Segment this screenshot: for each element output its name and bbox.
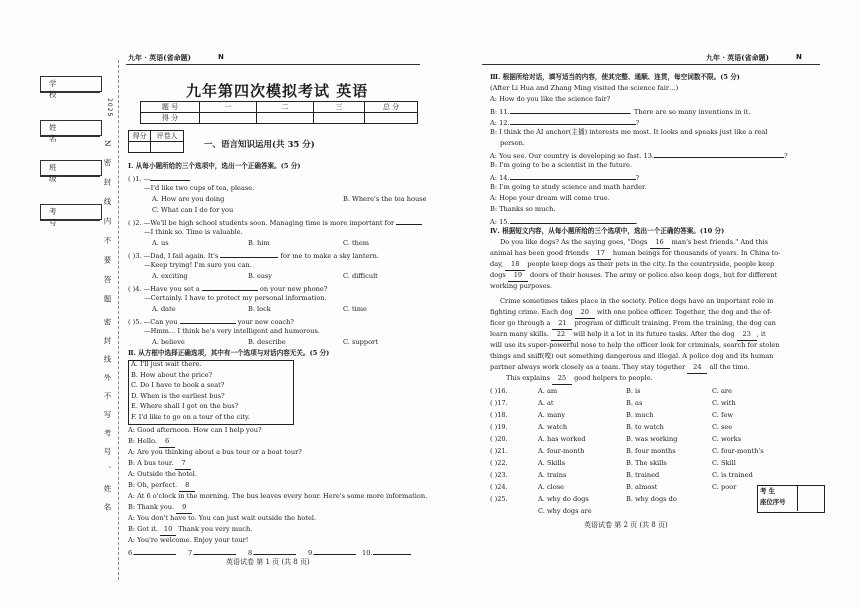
- choice-22-a[interactable]: A. Skills: [538, 459, 566, 467]
- q2-stem: ( )2. —We'll be high school students soon. Managing time is more important for: [128, 216, 422, 229]
- option-c: C. Do I have to book a seat?: [131, 381, 225, 389]
- option-b: B. How about the price?: [131, 370, 213, 379]
- score-cell-2[interactable]: [257, 113, 314, 124]
- answer-10-line[interactable]: [373, 546, 411, 555]
- option-d: D. When is the earliest bus?: [131, 391, 225, 400]
- q4-option-c: C. time: [343, 305, 367, 313]
- dialog-line-7: A: At 6 o'clock in the morning. The bus leaves every hour. Here's some more information.: [128, 492, 428, 500]
- q5-stem: ( )5. —Can you your new coach?: [128, 315, 294, 328]
- blank-10[interactable]: 10: [160, 524, 176, 536]
- p3-line-4: B: I think the AI anchor(主播) interests me most. It looks and speaks just like a real: [490, 128, 768, 136]
- page1-header-grade: 九年 · 英语(省命题): [128, 53, 191, 62]
- p3-line-3: A: 12. ?: [490, 116, 639, 129]
- choice-18-b[interactable]: B. much: [626, 411, 654, 419]
- choice-23-b[interactable]: B. trained: [626, 471, 660, 479]
- school-box: 学 校: [40, 76, 102, 92]
- choice-19-a[interactable]: A. watch: [538, 423, 568, 431]
- choice-25-b[interactable]: B. why dogs do: [626, 495, 677, 503]
- dialog-line-3: A: Are you thinking about a bus tour or a boat tour?: [128, 448, 302, 456]
- dialog-line-8: B: Thank you. 9: [128, 502, 192, 514]
- page2-footer: 英语试卷 第 2 页 (共 8 页): [584, 521, 668, 529]
- score-cell-1[interactable]: [200, 113, 257, 124]
- section1-title: 一、语言知识运用(共 35 分): [204, 140, 315, 150]
- q1-option-c: C. What can I do for you: [152, 206, 234, 214]
- blank-7[interactable]: 7: [175, 458, 191, 470]
- blank-8[interactable]: 8: [179, 480, 195, 492]
- choice-19-c[interactable]: C. see: [712, 423, 733, 431]
- answer-9: 9.: [308, 546, 356, 559]
- choice-24-num: ( )24.: [490, 483, 508, 491]
- header-rule: [126, 64, 420, 65]
- choice-21-a[interactable]: A. four-month: [538, 447, 585, 455]
- page-title: 九年第四次模拟考试 英语: [186, 82, 369, 100]
- q3-option-c: C. difficult: [343, 272, 378, 280]
- choice-23-a[interactable]: A. trains: [538, 471, 567, 479]
- q4-option-a: A. date: [152, 305, 176, 313]
- p3-line-6: A: You see. Our country is developing so fast. 13. ?: [490, 149, 788, 162]
- blank-22[interactable]: 22: [551, 329, 571, 341]
- q1-reply: —I'd like two cups of tea, please.: [144, 184, 255, 192]
- score-h-total: 总 分: [365, 102, 418, 113]
- choice-17-b[interactable]: B. as: [626, 399, 643, 407]
- p3-line-7: B: I'm going to be a scientist in the future.: [490, 161, 633, 169]
- blank-25[interactable]: 25: [552, 373, 572, 385]
- blank-9[interactable]: 9: [176, 502, 192, 514]
- p3-line-12: A: 15. .: [490, 215, 638, 228]
- score-h1: 一: [200, 102, 257, 113]
- choice-17-num: ( )17.: [490, 399, 508, 407]
- p4-line-12: partner always work closely as a team. They stay together 24 all the time.: [490, 362, 750, 374]
- p4-line-4: dogs 19 doors of their houses. The army or police also keep dogs, but for different: [490, 270, 777, 282]
- choice-18-a[interactable]: A. many: [538, 411, 566, 419]
- choice-22-num: ( )22.: [490, 459, 508, 467]
- answer-8: 8.: [248, 546, 296, 559]
- answer-7: 7.: [188, 546, 236, 559]
- dialog-line-2: B: Hello. 6: [128, 436, 175, 448]
- seat-label-2: 座位序号: [760, 498, 786, 506]
- q2-blank[interactable]: [396, 216, 422, 225]
- q4-stem: ( )4. —Have you set a on your new phone?: [128, 282, 327, 295]
- p4-line-11: things and sniff(嗅) out something dangerous and illegal. A police dog and its human: [490, 352, 774, 360]
- choice-25-a[interactable]: A. why do dogs: [538, 495, 589, 503]
- q3-option-a: A. exciting: [152, 272, 188, 280]
- blank-20[interactable]: 20: [575, 307, 595, 319]
- q5-option-b: B. describe: [248, 338, 286, 346]
- choice-21-num: ( )21.: [490, 447, 508, 455]
- q2-option-a: A. us: [152, 239, 169, 247]
- grader-score-cell[interactable]: [129, 142, 151, 153]
- grader-score: 得分: [129, 131, 151, 142]
- choice-18-c[interactable]: C. few: [712, 411, 733, 419]
- q3-option-b: B. easy: [248, 272, 272, 280]
- q4-reply: —Certainly. I have to protect my personal information.: [144, 294, 327, 302]
- blank-18[interactable]: 18: [505, 259, 525, 271]
- blank-14[interactable]: [510, 171, 636, 180]
- blank-15[interactable]: [510, 215, 636, 224]
- answer-9-line[interactable]: [314, 546, 356, 555]
- part2-title: Ⅱ. 从方框中选择正确选项，其中有一个选项与对话内容无关。(5 分): [128, 349, 330, 357]
- grader-reviewer-cell[interactable]: [151, 142, 184, 153]
- choice-20-c[interactable]: C. works: [712, 435, 742, 443]
- answer-7-line[interactable]: [194, 546, 236, 555]
- dialog-line-6: B: Oh, perfect. 8: [128, 480, 195, 492]
- choice-20-b[interactable]: B. was working: [626, 435, 678, 443]
- blank-12[interactable]: [510, 116, 636, 125]
- blank-21[interactable]: 21: [552, 318, 572, 330]
- number-line: [40, 220, 100, 221]
- choice-19-b[interactable]: B. to watch: [626, 423, 664, 431]
- q2-option-c: C. them: [343, 239, 370, 247]
- q5-option-c: C. support: [343, 338, 378, 346]
- blank-23[interactable]: 23: [737, 329, 757, 341]
- q5-reply: —Hmm… I think he's very intelligent and humorous.: [144, 327, 321, 335]
- name-line: [40, 136, 100, 137]
- choice-20-a[interactable]: A. has worked: [538, 435, 586, 443]
- q1-option-b: B. Where's the tea house: [343, 195, 427, 203]
- p4-line-13: This explains 25 good helpers to people.: [506, 373, 653, 385]
- choice-25-c[interactable]: C. why dogs are: [538, 507, 592, 515]
- choice-25-num: ( )25.: [490, 495, 508, 503]
- choice-17-c[interactable]: C. with: [712, 399, 736, 407]
- dialog-line-9: A: You don't have to. You can just wait outside the hotel.: [128, 514, 317, 522]
- p3-line-1: A: How do you like the science fair?: [490, 95, 611, 103]
- p4-line-10: will use its super-powerful nose to help the officer look for criminals, search for stolen: [490, 341, 780, 349]
- score-table: [140, 101, 418, 124]
- seal-warning-outer: 密封线外不写考号、姓名: [103, 318, 112, 522]
- choice-23-num: ( )23.: [490, 471, 508, 479]
- choice-16-a[interactable]: A. am: [538, 387, 558, 395]
- blank-16[interactable]: 16: [650, 237, 670, 249]
- blank-11[interactable]: [510, 105, 630, 114]
- option-f: F. I'd like to go on a tour of the city.: [131, 412, 250, 421]
- p4-line-9: learn many skills. 22 will help it a lot in its future tasks. After the dog 23 , it: [490, 329, 766, 341]
- choice-16-b[interactable]: B. is: [626, 387, 641, 395]
- page1-header-version: N: [218, 53, 224, 61]
- choice-22-c[interactable]: C. Skill: [712, 459, 736, 467]
- seal-line: [118, 60, 119, 580]
- choice-22-b[interactable]: B. The skills: [626, 459, 667, 467]
- part4-title: Ⅳ. 根据短文内容，从每小题所给的三个选项中，选出一个正确的答案。(10 分): [490, 227, 725, 235]
- score-h2: 二: [257, 102, 314, 113]
- choice-24-c[interactable]: C. poor: [712, 483, 737, 491]
- p3-line-9: B: I'm going to study science and math harder.: [490, 183, 647, 191]
- choice-16-num: ( )16.: [490, 387, 508, 395]
- option-e: E. Where shall I get on the bus?: [131, 402, 239, 410]
- blank-17[interactable]: 17: [591, 248, 611, 260]
- p4-line-3: day, 18 people keep dogs as their pets in the city. In the countryside, people keep: [490, 259, 774, 271]
- score-h-score: 得 分: [141, 113, 200, 124]
- q2-reply: —I think so. Time is valuable.: [144, 228, 243, 236]
- dialog-line-4: B: A bus tour. 7: [128, 458, 191, 470]
- name-box: 姓 名: [40, 120, 102, 136]
- answer-8-line[interactable]: [254, 546, 296, 555]
- page1-footer: 英语试卷 第 1 页 (共 8 页): [226, 558, 310, 566]
- dialog-line-5: A: Outside the hotel.: [128, 470, 197, 478]
- p3-line-8: A: 14. ?: [490, 171, 639, 184]
- page2-header-version: N: [796, 53, 802, 61]
- q3-blank[interactable]: [220, 249, 278, 258]
- blank-6[interactable]: 6: [159, 436, 175, 448]
- blank-24[interactable]: 24: [687, 362, 707, 374]
- score-cell-total[interactable]: [365, 113, 418, 124]
- choice-24-a[interactable]: A. close: [538, 483, 565, 491]
- q2-option-b: B. him: [248, 239, 270, 247]
- date-code: 2025: [106, 98, 113, 118]
- p4-line-7: fighting crime. Each dog 20 with one police officer. Together, the dog and the of-: [490, 307, 772, 319]
- page2-header-grade: 九年 · 英语(省命题): [706, 53, 769, 62]
- q1-stem: ( )1. —: [128, 172, 190, 185]
- choice-23-c[interactable]: C. is trained: [712, 471, 753, 479]
- part3-title: Ⅲ. 根据所给对话，填写适当的内容，使其完整、通顺、连贯，每空词数不限。(5 分): [490, 73, 740, 81]
- q4-blank[interactable]: [202, 282, 258, 291]
- choice-21-c[interactable]: C. four-month's: [712, 447, 764, 455]
- blank-13[interactable]: [654, 149, 784, 158]
- score-h-no: 题 号: [141, 102, 200, 113]
- q1-blank[interactable]: [150, 172, 190, 181]
- dialog-line-10: B: Got it. 10 Thank you very much.: [128, 524, 252, 536]
- header-rule-2: [482, 64, 820, 65]
- score-cell-3[interactable]: [314, 113, 365, 124]
- answer-10: 10.: [362, 546, 411, 559]
- part1-title: Ⅰ. 从每小题所给的三个选项中，选出一个正确答案。(5 分): [128, 162, 301, 170]
- choice-19-num: ( )19.: [490, 423, 508, 431]
- option-a: A. I'll just wait there.: [131, 360, 202, 368]
- dialog-line-11: A: You're welcome. Enjoy your tour!: [128, 536, 249, 544]
- seal-warning-inner: N密封线内不要答题: [103, 140, 112, 315]
- p4-line-1: Do you like dogs? As the saying goes, "Dogs 16 man's best friends." And this: [500, 237, 768, 249]
- class-box: 班 级: [40, 160, 102, 176]
- p3-line-10: A: Hope your dream will come true.: [490, 194, 610, 202]
- exam-number-box: 考 号: [40, 204, 102, 220]
- q3-reply: —Keep trying! I'm sure you can.: [144, 261, 252, 269]
- choice-18-num: ( )18.: [490, 411, 508, 419]
- grader-box: [128, 130, 184, 153]
- answer-6: 6.: [128, 546, 176, 559]
- choice-24-b[interactable]: B. almost: [626, 483, 658, 491]
- choice-17-a[interactable]: A. at: [538, 399, 554, 407]
- p3-line-11: B: Thanks so much.: [490, 205, 556, 213]
- choice-16-c[interactable]: C. are: [712, 387, 732, 395]
- p4-line-5: working purposes.: [490, 282, 553, 290]
- class-line: [40, 176, 100, 177]
- dialog-line-1: A: Good afternoon. How can I help you?: [128, 426, 262, 434]
- school-line: [40, 92, 100, 93]
- score-h3: 三: [314, 102, 365, 113]
- p4-line-6: Crime sometimes takes place in the society. Police dogs have an important role in: [500, 297, 774, 305]
- p4-line-8: ficer go through a 21 program of difficult training. From the training, the dog can: [490, 318, 776, 330]
- choice-21-b[interactable]: B. four months: [626, 447, 676, 455]
- p4-line-2: animal has been good friends 17 human beings for thousands of years. In China to-: [490, 248, 780, 260]
- q3-stem: ( )3. —Dad, I fail again. It's for me to make a sky lantern.: [128, 249, 379, 262]
- grader-reviewer: 评卷人: [151, 131, 184, 142]
- answer-6-line[interactable]: [134, 546, 176, 555]
- q5-option-a: A. believe: [152, 338, 185, 346]
- q1-option-a: A. How are you doing: [152, 195, 225, 203]
- q5-blank[interactable]: [180, 315, 236, 324]
- p3-line-2: B: 11. . There are so many inventions in it.: [490, 105, 750, 118]
- choice-20-num: ( )20.: [490, 435, 508, 443]
- part3-intro: (After Li Hua and Zhang Ming visited the science fair…): [490, 84, 679, 92]
- q4-option-b: B. lock: [248, 305, 271, 313]
- p3-line-5: person.: [500, 139, 525, 147]
- seat-label-1: 考 生: [760, 487, 776, 495]
- blank-19[interactable]: 19: [508, 270, 528, 282]
